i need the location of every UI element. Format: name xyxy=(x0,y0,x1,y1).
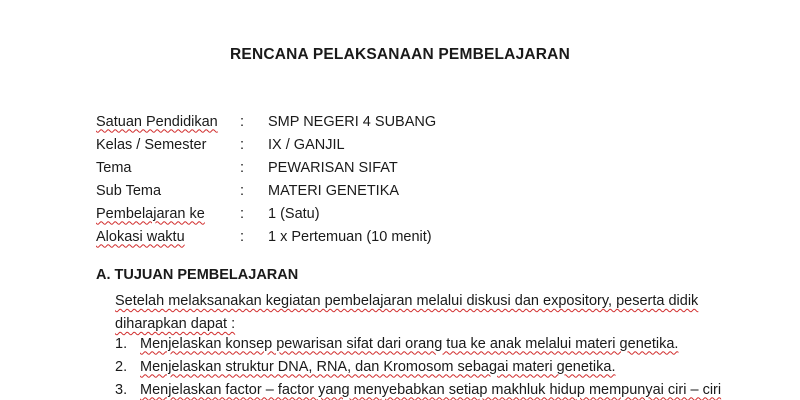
list-text: Menjelaskan konsep pewarisan sifat dari orang tua ke anak melalui materi genetika. xyxy=(140,335,679,352)
info-label: Kelas / Semester xyxy=(96,136,207,153)
info-row-sub-tema xyxy=(96,179,436,202)
info-colon: : xyxy=(240,182,245,199)
list-text: Menjelaskan factor – factor yang menyebabkan setiap makhluk hidup mempunyai ciri – ciri xyxy=(140,381,722,398)
info-label: Satuan Pendidikan xyxy=(96,113,218,130)
info-colon: : xyxy=(240,113,245,130)
list-number: 2. xyxy=(115,358,128,375)
info-label: Sub Tema xyxy=(96,182,162,199)
info-value: PEWARISAN SIFAT xyxy=(268,159,398,176)
info-row-kelas-semester xyxy=(96,133,436,156)
list-number: 3. xyxy=(115,381,128,398)
info-label: Tema xyxy=(96,159,132,176)
info-label: Pembelajaran ke xyxy=(96,205,205,222)
list-item xyxy=(115,355,785,378)
intro-paragraph xyxy=(115,290,785,336)
intro-line: Setelah melaksanakan kegiatan pembelajaran melalui diskusi dan expository, peserta didik xyxy=(115,293,699,309)
list-text: Menjelaskan struktur DNA, RNA, dan Kromosom sebagai materi genetika. xyxy=(140,358,616,375)
info-colon: : xyxy=(240,159,245,176)
objectives-list xyxy=(115,332,785,400)
section-heading-tujuan: A. TUJUAN PEMBELAJARAN xyxy=(96,267,299,283)
list-number: 1. xyxy=(115,335,128,352)
identity-table xyxy=(96,110,436,248)
info-label: Alokasi waktu xyxy=(96,228,185,245)
info-row-satuan-pendidikan xyxy=(96,110,436,133)
info-colon: : xyxy=(240,136,245,153)
info-row-alokasi-waktu xyxy=(96,225,436,248)
info-row-pembelajaran-ke xyxy=(96,202,436,225)
document-title: RENCANA PELAKSANAAN PEMBELAJARAN xyxy=(230,46,570,63)
intro-line-text: diharapkan dapat : xyxy=(115,316,236,332)
info-colon: : xyxy=(240,228,245,245)
info-colon: : xyxy=(240,205,245,222)
info-value: SMP NEGERI 4 SUBANG xyxy=(268,113,437,130)
list-item xyxy=(115,378,785,400)
list-item xyxy=(115,332,785,355)
info-value: IX / GANJIL xyxy=(268,136,345,153)
info-value: 1 x Pertemuan (10 menit) xyxy=(268,228,432,245)
info-value: MATERI GENETIKA xyxy=(268,182,400,199)
info-value: 1 (Satu) xyxy=(268,205,320,222)
info-row-tema xyxy=(96,156,436,179)
